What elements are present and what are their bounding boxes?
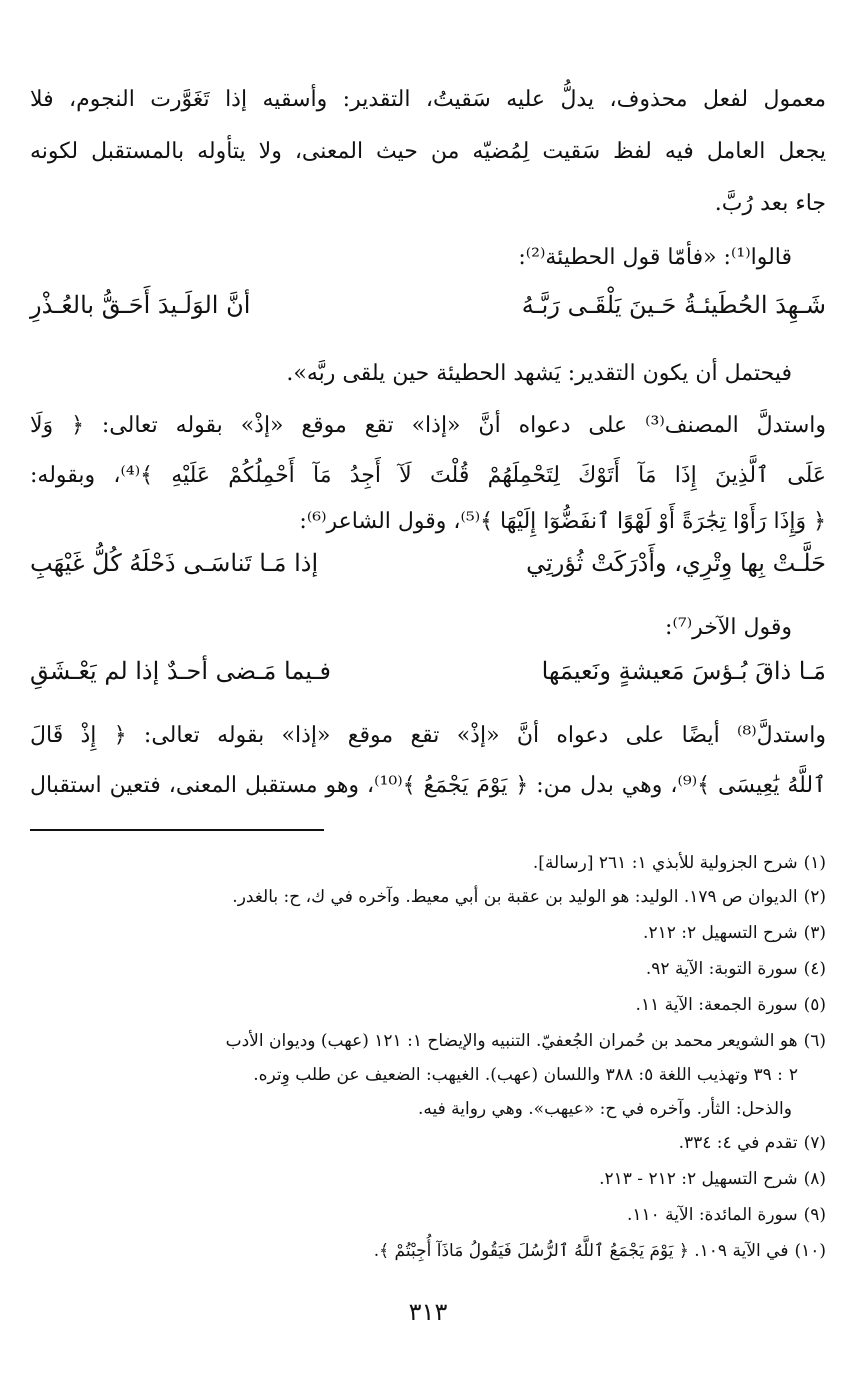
- footnote-number: (٦): [803, 1031, 826, 1051]
- verse-3-second: فـيما مَـضى أحـدٌ إذا لم يَعْـشَقِ: [30, 657, 331, 685]
- footnote-text: شرح الجزولية للأبذي ١: ٢٦١ [رسالة].: [532, 853, 798, 873]
- footnote-text: والذحل: الثأر. وآخره في ح: «عيهب». وهي رواية فيه.: [417, 1099, 792, 1119]
- body-line-9: وقول الآخر⁽⁷⁾:: [665, 615, 792, 640]
- body-line-1: معمول لفعل محذوف، يدلُّ عليه سَقيتُ، التقدير: وأسقيه إذا تَغَوَّرت النجوم، فلا: [30, 87, 826, 112]
- footnote-3: [643, 922, 826, 944]
- footnote-number: (٧): [803, 1133, 826, 1153]
- footnote-6-cont-1: [253, 1064, 798, 1086]
- verse-2-second: إذا مَـا تَناسَـى ذَحْلَهُ كُلُّ غَيْهَبِ: [30, 549, 319, 577]
- verse-1-first: شَـهِدَ الحُطَيئـةُ حَـينَ يَلْقَـى رَبَّـهُ: [521, 291, 826, 319]
- footnote-text: شرح التسهيل ٢: ٢١٢ - ٢١٣.: [599, 1169, 798, 1189]
- verse-2-first: حَلَّـتْ بِها وِتْرِي، وأَدْرَكَتْ ثُؤرتِي: [526, 549, 826, 577]
- footnote-7: [679, 1132, 826, 1154]
- footnote-4: [646, 958, 826, 980]
- body-line-11: ٱللَّهُ يَٰعِيسَى ﴾⁽⁹⁾، وهي بدل من: ﴿ يَوْمَ يَجْمَعُ ﴾⁽¹⁰⁾، وهو مستقبل المعنى، فتعين استقبال: [30, 773, 826, 798]
- footnote-6-cont-2: [418, 1098, 798, 1120]
- footnote-number: (٨): [803, 1169, 826, 1189]
- footnote-number: (٥): [803, 995, 826, 1015]
- body-line-4: قالوا⁽¹⁾: «فأمّا قول الحطيئة⁽²⁾:: [518, 245, 792, 270]
- footnote-number: (٣): [803, 923, 826, 943]
- footnote-6: [226, 1030, 826, 1052]
- page-number: ٣١٣: [408, 1298, 448, 1326]
- footnote-text: تقدم في ٤: ٣٣٤.: [678, 1133, 798, 1153]
- verse-2: [30, 548, 826, 588]
- body-line-8: ﴿ وَإِذَا رَأَوْا تِجَٰرَةً أَوْ لَهْوًا ٱنفَضُّوٓا إِلَيْهَا ﴾⁽⁵⁾، وقول الشاعر⁽⁶⁾:: [299, 509, 826, 534]
- footnote-2: [232, 886, 826, 908]
- body-line-3: جاء بعد رُبَّ.: [714, 191, 826, 216]
- body-line-6: واستدلَّ المصنف⁽³⁾ على دعواه أنَّ «إذا» تقع موقع «إذْ» بقوله تعالى: ﴿ وَلَا: [30, 413, 827, 438]
- footnote-10: [374, 1240, 826, 1262]
- footnote-separator: [30, 829, 324, 831]
- body-line-10: واستدلَّ⁽⁸⁾ أيضًا على دعواه أنَّ «إذْ» تقع موقع «إذا» بقوله تعالى: ﴿ إِذْ قَالَ: [30, 723, 826, 748]
- verse-1-second: أنَّ الوَلَـيدَ أَحَـقُّ بالعُـذْرِ: [30, 291, 251, 319]
- footnote-8: [599, 1168, 826, 1190]
- verse-3-first: مَـا ذاقَ بُـؤسَ مَعيشةٍ ونَعيمَها: [541, 657, 826, 685]
- footnote-text: الديوان ص ١٧٩. الوليد: هو الوليد بن عقبة بن أبي معيط. وآخره في ك، ح: بالغدر.: [232, 887, 798, 907]
- footnote-9: [627, 1204, 826, 1226]
- footnote-text: سورة التوبة: الآية ٩٢.: [645, 959, 798, 979]
- footnote-text: في الآية ١٠٩. ﴿ يَوْمَ يَجْمَعُ ٱللَّهُ ٱلرُّسُلَ فَيَقُولُ مَاذَآ أُجِبْتُمْ ﴾.: [373, 1241, 789, 1261]
- footnote-text: سورة الجمعة: الآية ١١.: [635, 995, 798, 1015]
- footnote-5: [636, 994, 826, 1016]
- footnote-text: سورة المائدة: الآية ١١٠.: [626, 1205, 798, 1225]
- body-line-7: عَلَى ٱلَّذِينَ إِذَا مَآ أَتَوْكَ لِتَحْمِلَهُمْ قُلْتَ لَآ أَجِدُ مَآ أَحْمِلُكُمْ عَلَيْهِ ﴾⁽⁴⁾، وبقوله:: [30, 463, 826, 488]
- footnote-number: (٢): [803, 887, 826, 907]
- footnote-text: هو الشويعر محمد بن حُمران الجُعفيّ. التنبيه والإيضاح ١: ١٢١ (عهب) وديوان الأدب: [225, 1031, 798, 1051]
- verse-3: [30, 656, 826, 696]
- footnote-text: ٢: ٣٩ وتهذيب اللغة ٥: ٣٨٨ واللسان (عهب). الغيهب: الضعيف عن طلب وِتره.: [253, 1065, 798, 1085]
- footnote-1: [533, 852, 826, 874]
- footnote-number: (١): [803, 853, 826, 873]
- body-line-5: فيحتمل أن يكون التقدير: يَشهد الحطيئة حين يلقى ربَّه».: [286, 361, 792, 386]
- footnote-number: (٤): [803, 959, 826, 979]
- body-line-2: يجعل العامل فيه لفظ سَقيت لِمُضيّه من حيث المعنى، ولا يتأوله بالمستقبل لكونه: [30, 139, 826, 164]
- verse-1: [30, 290, 826, 330]
- footnote-text: شرح التسهيل ٢: ٢١٢.: [643, 923, 798, 943]
- footnote-number: (١٠): [794, 1241, 826, 1261]
- footnote-number: (٩): [803, 1205, 826, 1225]
